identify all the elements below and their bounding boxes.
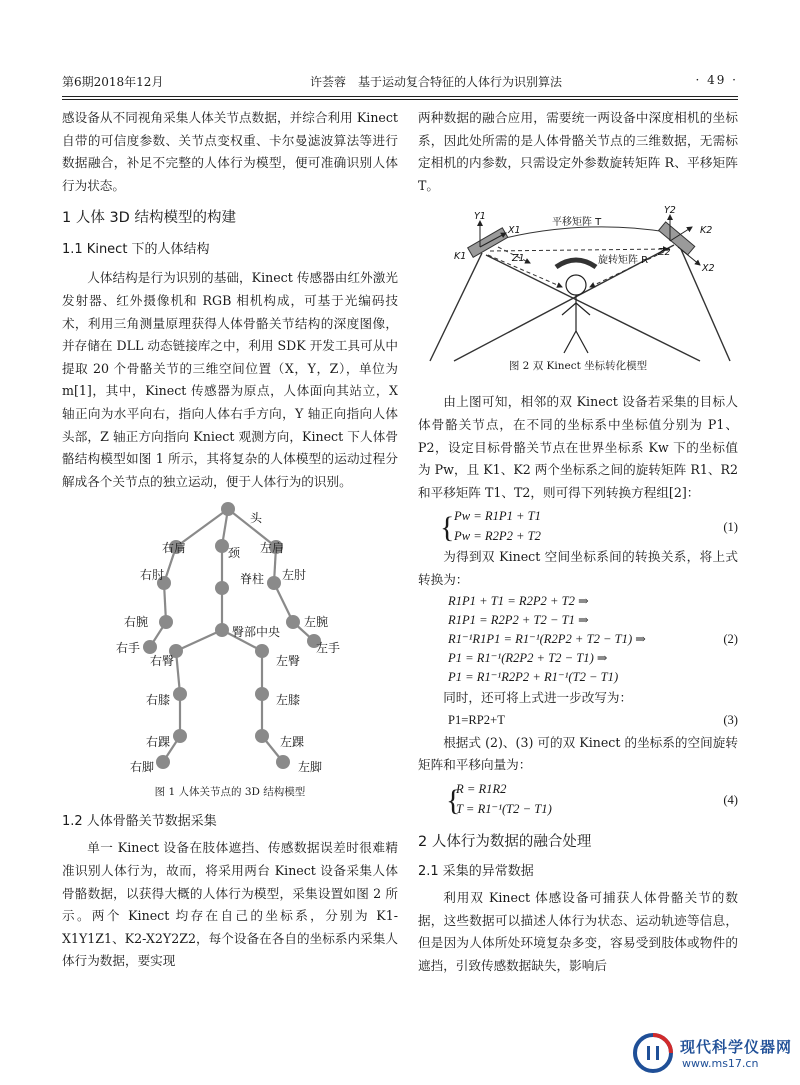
paragraph: 同时，还可将上式进一步改写为：	[443, 689, 633, 705]
label-r-knee: 右膝	[146, 693, 171, 708]
equation-4: { R = R1R2 T = R1⁻¹(T2 − T1) (4)	[456, 779, 738, 819]
label-l-shoulder: 左肩	[260, 541, 285, 556]
label-l-hand: 左手	[316, 641, 341, 656]
paragraph: 根据式 (2)、(3) 可的双 Kinect 的坐标系的空间旋转矩阵和平移向量为：	[418, 734, 738, 773]
label-neck: 颈	[228, 546, 241, 561]
equation-3-number: (3)	[723, 713, 738, 728]
paragraph: 感设备从不同视角采集人体关节点数据，并综合利用 Kinect 自带的可信度参数、关节点变权重、卡尔曼滤波算法等进行数据融合，补足不完整的人体行为模型，便可准确识别人体行为状态。	[62, 110, 398, 193]
watermark-name: 现代科学仪器网	[680, 1038, 793, 1056]
section-heading: 2 人体行为数据的融合处理	[418, 833, 592, 850]
label-r-ankle: 右踝	[146, 735, 171, 750]
label-k2: K2	[700, 225, 713, 237]
paragraph: 单一 Kinect 设备在肢体遮挡、传感数据误差时很难精准识别人体行为，故而，将采用两台 Kinect 设备采集人体骨骼数据，以获得大概的人体行为模型，采集设置如图 2 所示。两个 Kinect 均存在自己的坐标系，分别为 K1-X1Y1Z1、K2-X2Y2Z2，每个设备在各自的坐标系内采集人体行为数据，要实现	[62, 840, 398, 969]
label-rotation-matrix: 旋转矩阵 R	[598, 255, 649, 267]
running-title: 许荟蓉 基于运动复合特征的人体行为识别算法	[310, 75, 563, 89]
label-z2: Z2	[658, 247, 671, 259]
label-l-knee: 左膝	[276, 693, 301, 708]
paragraph: 为得到双 Kinect 空间坐标系间的转换关系，将上式转换为：	[418, 549, 738, 587]
label-r-shoulder: 右肩	[162, 541, 187, 556]
label-hip-center: 臀部中央	[232, 625, 281, 640]
skeleton-diagram	[62, 501, 398, 801]
right-column	[418, 107, 738, 977]
label-k1: K1	[454, 251, 467, 263]
subsection-heading: 1.2 人体骨骼关节数据采集	[62, 814, 217, 830]
equation-3	[448, 709, 738, 732]
watermark-logo-icon	[632, 1032, 674, 1074]
label-spine: 脊柱	[240, 572, 265, 587]
label-y1: Y1	[474, 211, 486, 223]
equation-1-line-1: Pw = R1P1 + T1	[454, 509, 541, 524]
header-rule-thin	[62, 99, 738, 100]
label-x1: X1	[508, 225, 521, 237]
label-l-foot: 左脚	[298, 760, 323, 775]
label-r-wrist: 右腕	[124, 615, 149, 630]
equation-1-number: (1)	[723, 520, 738, 535]
label-r-hand: 右手	[116, 641, 141, 656]
equation-2-line-3: R1⁻¹R1P1 = R1⁻¹(R2P2 + T2 − T1) ⇒	[448, 631, 646, 646]
equation-2-number: (2)	[723, 631, 738, 646]
label-r-foot: 右脚	[130, 760, 155, 775]
label-r-hip: 右臀	[150, 654, 175, 669]
equation-2-line-5: P1 = R1⁻¹R2P2 + R1⁻¹(T2 − T1)	[448, 669, 619, 684]
label-l-hip: 左臀	[276, 654, 301, 669]
subsection-heading: 1.1 Kinect 下的人体结构	[62, 242, 210, 258]
equation-2-line-4: P1 = R1⁻¹(R2P2 + T2 − T1) ⇒	[448, 650, 608, 665]
label-l-elbow: 左肘	[282, 568, 307, 583]
label-l-ankle: 左踝	[280, 735, 305, 750]
section-heading: 1 人体 3D 结构模型的构建	[62, 210, 236, 227]
label-y2: Y2	[664, 205, 676, 217]
label-translation-matrix: 平移矩阵 T	[552, 217, 602, 229]
label-r-elbow: 右肘	[140, 568, 165, 583]
equation-4-number: (4)	[723, 792, 738, 807]
left-column	[62, 107, 398, 973]
watermark-url: www.ms17.cn	[682, 1057, 759, 1070]
label-z1: Z1	[512, 253, 525, 265]
page-number: · 49 ·	[695, 73, 738, 87]
paragraph: 由上图可知，相邻的双 Kinect 设备若采集的目标人体骨骼关节点，在不同的坐标系中坐标值分别为 P1、P2，设定目标骨骼关节点在世界坐标系 Kw 下的坐标值为 Pw，且 K1、K2 两个坐标系之间的旋转矩阵 R1、R2 和平移矩阵 T1、T2，则可得下列转换方程组[2]：	[418, 394, 738, 500]
label-x2: X2	[702, 263, 715, 275]
equation-2-line-2: R1P1 = R2P2 + T2 − T1 ⇒	[448, 612, 589, 627]
equation-3-line: P1=RP2+T	[448, 713, 505, 728]
label-l-wrist: 左腕	[304, 615, 329, 630]
equation-4-line-2: T = R1⁻¹(T2 − T1)	[456, 801, 552, 816]
figure-2-caption: 图 2 双 Kinect 坐标转化模型	[508, 360, 648, 373]
dual-kinect-diagram	[418, 203, 738, 373]
issue-info: 第6期2018年12月	[62, 75, 164, 89]
paragraph: 人体结构是行为识别的基础，Kinect 传感器由红外激光发射器、红外摄像机和 RGB 相机构成，可基于光编码技术，利用三角测量原理获得人体骨骼关节结构的深度图像，并存储在 DLL 动态链接库之中，利用 SDK 开发工具可从中提取 20 个骨骼关节的三维空间位置（X，Y，Z），单位为 m[1]，其中，Kinect 传感器为原点，人体面向其站立，X 轴正向为水平向右，指向人体右手方向，Y 轴正向指向人体头部，Z 轴正方向指向 Kniect 观测方向，Kinect 下人体骨骼结构模型如图 1 所示，其将复杂的人体模型的运动过程分解成各个关节点的独立运动，便于人体行为的识别。	[62, 270, 398, 489]
header-rule	[62, 96, 738, 97]
running-header	[62, 73, 738, 93]
paragraph: 两种数据的融合应用，需要统一两设备中深度相机的坐标系，因此处所需的是人体骨骼关节点的三维数据，无需标定相机的内参数，只需设定外参数旋转矩阵 R、平移矩阵 T。	[418, 110, 738, 193]
label-head: 头	[250, 511, 263, 526]
equation-1: { Pw = R1P1 + T1 Pw = R2P2 + T2 (1)	[448, 506, 738, 546]
figure-1	[62, 501, 398, 801]
equation-2	[448, 592, 738, 687]
subsection-heading: 2.1 采集的异常数据	[418, 863, 534, 879]
site-watermark	[628, 1030, 798, 1080]
figure-1-caption: 图 1 人体关节点的 3D 结构模型	[154, 786, 306, 799]
equation-4-line-1: R = R1R2	[456, 781, 507, 796]
paragraph: 利用双 Kinect 体感设备可捕获人体骨骼关节的数据，这些数据可以描述人体行为状态、运动轨迹等信息，但是因为人体所处环境复杂多变，容易受到肢体或物件的遮挡，引致传感数据缺失，影响后	[418, 889, 738, 973]
equation-2-line-1: R1P1 + T1 = R2P2 + T2 ⇒	[448, 593, 589, 608]
equation-1-line-2: Pw = R2P2 + T2	[454, 529, 541, 544]
figure-2	[418, 203, 738, 391]
